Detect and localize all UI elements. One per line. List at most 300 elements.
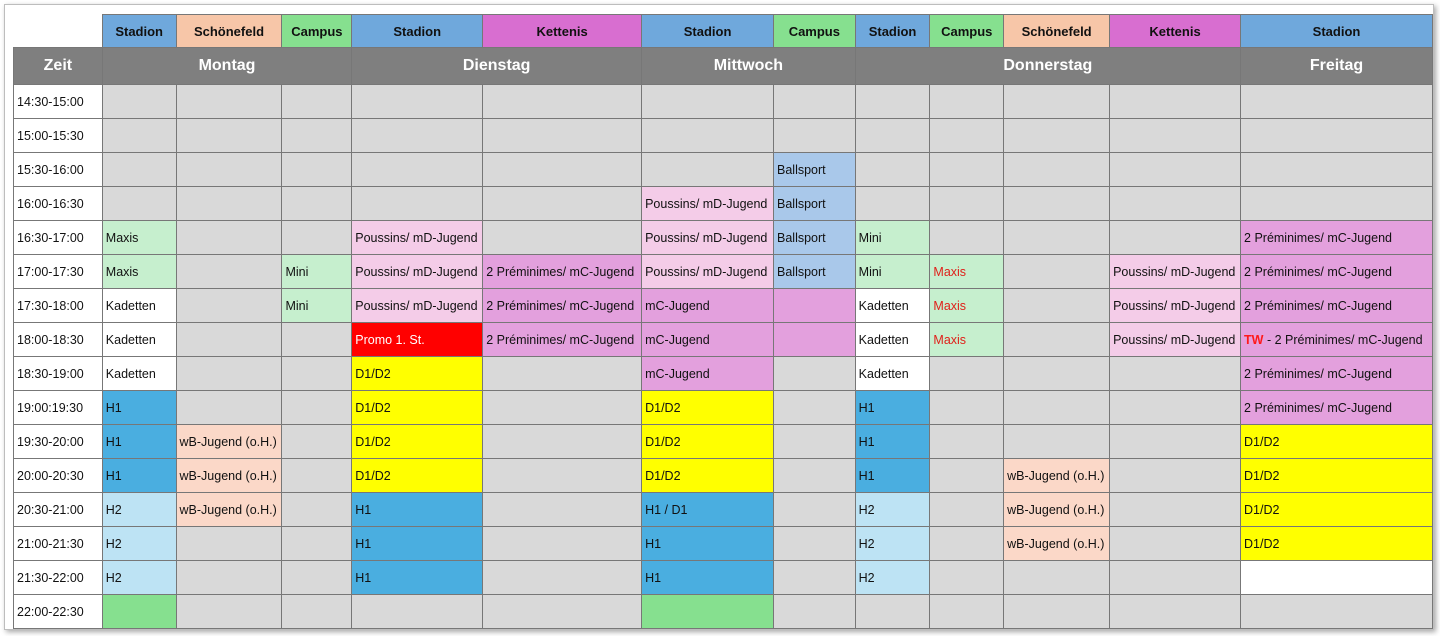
schedule-cell: [1110, 153, 1241, 187]
schedule-cell: [483, 391, 642, 425]
schedule-cell: [483, 255, 642, 289]
cell-text: D1/D2: [355, 366, 391, 381]
cell-text: D1/D2: [645, 434, 681, 449]
schedule-cell: [855, 357, 930, 391]
schedule-cell: [855, 255, 930, 289]
schedule-cell: [102, 119, 176, 153]
cell-text: Ballsport: [777, 196, 826, 211]
schedule-cell: [282, 289, 352, 323]
schedule-cell: [774, 255, 856, 289]
schedule-cell: [176, 527, 282, 561]
time-slot-label: 19:30-20:00: [14, 425, 103, 459]
schedule-cell: [176, 85, 282, 119]
venue-header-cell: Stadion: [855, 15, 930, 48]
cell-text: Poussins/ mD-Jugend: [355, 264, 478, 279]
schedule-cell: [930, 153, 1004, 187]
schedule-cell: [102, 527, 176, 561]
schedule-cell: [176, 357, 282, 391]
schedule-cell: [102, 323, 176, 357]
cell-text: H2: [858, 570, 875, 585]
time-slot-row: [14, 391, 1433, 425]
venue-header-cell: Stadion: [1241, 15, 1433, 48]
schedule-cell: [642, 119, 774, 153]
cell-text: H1: [105, 468, 122, 483]
schedule-cell: [1241, 85, 1433, 119]
venue-header-cell: Schönefeld: [1004, 15, 1110, 48]
cell-text: H1: [645, 570, 662, 585]
schedule-cell: [483, 425, 642, 459]
cell-text: Ballsport: [777, 162, 826, 177]
schedule-cell: [1241, 493, 1433, 527]
schedule-frame: [4, 4, 1434, 630]
schedule-cell: [483, 561, 642, 595]
schedule-cell: [282, 459, 352, 493]
schedule-cell: [1004, 595, 1110, 629]
schedule-cell: [930, 595, 1004, 629]
schedule-cell: [774, 527, 856, 561]
schedule-cell: [930, 391, 1004, 425]
cell-text: D1/D2: [1244, 502, 1280, 517]
cell-text: Poussins/ mD-Jugend: [355, 298, 478, 313]
schedule-cell: [1110, 391, 1241, 425]
schedule-cell: [642, 153, 774, 187]
schedule-cell: [642, 391, 774, 425]
schedule-cell: [483, 85, 642, 119]
cell-text: H2: [105, 536, 122, 551]
schedule-cell: [930, 85, 1004, 119]
schedule-cell: [642, 595, 774, 629]
cell-text: D1/D2: [355, 468, 391, 483]
cell-text: H1: [105, 400, 122, 415]
schedule-cell: [282, 493, 352, 527]
cell-text: Maxis: [933, 332, 967, 347]
cell-text: Promo 1. St.: [355, 332, 425, 347]
schedule-cell: [855, 493, 930, 527]
cell-text: Ballsport: [777, 230, 826, 245]
cell-text: 2 Préminimes/ mC-Jugend: [486, 298, 635, 313]
schedule-cell: [282, 357, 352, 391]
schedule-cell: [1004, 153, 1110, 187]
schedule-cell: [352, 153, 483, 187]
time-slot-label: 17:00-17:30: [14, 255, 103, 289]
schedule-cell: [642, 459, 774, 493]
schedule-cell: [282, 187, 352, 221]
cell-text: H1 / D1: [645, 502, 688, 517]
cell-text: wB-Jugend (o.H.): [1007, 468, 1105, 483]
schedule-cell: [642, 255, 774, 289]
schedule-cell: [1004, 289, 1110, 323]
schedule-cell: [1241, 187, 1433, 221]
cell-text: H2: [858, 502, 875, 517]
schedule-cell: [352, 527, 483, 561]
schedule-cell: [282, 391, 352, 425]
schedule-cell: [1110, 221, 1241, 255]
schedule-cell: [282, 119, 352, 153]
schedule-cell: [642, 85, 774, 119]
time-slot-label: 15:30-16:00: [14, 153, 103, 187]
time-slot-row: [14, 221, 1433, 255]
cell-text: mC-Jugend: [645, 298, 710, 313]
schedule-cell: [1110, 561, 1241, 595]
schedule-cell: [642, 357, 774, 391]
schedule-cell: [282, 595, 352, 629]
schedule-cell: [176, 187, 282, 221]
time-slot-label: 14:30-15:00: [14, 85, 103, 119]
schedule-cell: [176, 493, 282, 527]
cell-text: 2 Préminimes/ mC-Jugend: [1244, 298, 1392, 313]
cell-text: Mini: [285, 298, 309, 313]
venue-header-cell: Stadion: [102, 15, 176, 48]
corner-cell: [14, 15, 103, 48]
schedule-cell: [352, 425, 483, 459]
schedule-cell: [352, 289, 483, 323]
cell-text: Kadetten: [858, 366, 909, 381]
schedule-cell: [176, 289, 282, 323]
schedule-cell: [483, 221, 642, 255]
schedule-cell: [1241, 221, 1433, 255]
time-slot-row: [14, 187, 1433, 221]
schedule-cell: [1241, 391, 1433, 425]
cell-text: H1: [355, 502, 372, 517]
schedule-cell: [1004, 391, 1110, 425]
cell-text: - 2 Préminimes/ mC-Jugend: [1266, 332, 1423, 347]
cell-text: Kadetten: [105, 332, 156, 347]
time-slot-row: [14, 595, 1433, 629]
schedule-cell: [1110, 85, 1241, 119]
cell-text: H1: [858, 400, 875, 415]
schedule-cell: [930, 323, 1004, 357]
schedule-cell: [774, 425, 856, 459]
schedule-cell: [483, 289, 642, 323]
cell-text: Poussins/ mD-Jugend: [645, 230, 768, 245]
cell-text: H2: [105, 570, 122, 585]
schedule-cell: [774, 595, 856, 629]
schedule-cell: [176, 221, 282, 255]
schedule-cell: [1110, 425, 1241, 459]
day-header-cell: Mittwoch: [642, 48, 856, 85]
cell-text: D1/D2: [1244, 434, 1280, 449]
schedule-cell: [102, 153, 176, 187]
cell-text: wB-Jugend (o.H.): [179, 468, 277, 483]
schedule-cell: [352, 391, 483, 425]
schedule-cell: [176, 561, 282, 595]
schedule-cell: [642, 323, 774, 357]
schedule-cell: [774, 187, 856, 221]
schedule-cell: [352, 187, 483, 221]
schedule-cell: [1004, 221, 1110, 255]
schedule-cell: [483, 595, 642, 629]
cell-text: H2: [105, 502, 122, 517]
time-slot-row: [14, 561, 1433, 595]
time-slot-label: 20:00-20:30: [14, 459, 103, 493]
schedule-cell: [352, 221, 483, 255]
day-header-cell: Dienstag: [352, 48, 642, 85]
schedule-cell: [930, 289, 1004, 323]
schedule-cell: [483, 323, 642, 357]
cell-text: 2 Préminimes/ mC-Jugend: [486, 332, 635, 347]
schedule-cell: [1004, 527, 1110, 561]
schedule-cell: [774, 289, 856, 323]
cell-text: D1/D2: [355, 434, 391, 449]
cell-text: wB-Jugend (o.H.): [1007, 502, 1105, 517]
schedule-cell: [483, 153, 642, 187]
schedule-cell: [774, 391, 856, 425]
schedule-cell: [1004, 425, 1110, 459]
schedule-cell: [483, 527, 642, 561]
cell-text: Ballsport: [777, 264, 826, 279]
time-slot-label: 22:00-22:30: [14, 595, 103, 629]
venue-header-cell: Campus: [282, 15, 352, 48]
schedule-cell: [642, 289, 774, 323]
schedule-cell: [352, 595, 483, 629]
schedule-cell: [930, 561, 1004, 595]
schedule-cell: [930, 357, 1004, 391]
cell-text: wB-Jugend (o.H.): [1007, 536, 1105, 551]
schedule-cell: [855, 187, 930, 221]
day-header-cell: Donnerstag: [855, 48, 1240, 85]
schedule-cell: [352, 255, 483, 289]
schedule-cell: [855, 459, 930, 493]
time-slot-label: 17:30-18:00: [14, 289, 103, 323]
cell-text: Kadetten: [105, 366, 156, 381]
cell-text: Kadetten: [858, 298, 909, 313]
schedule-cell: [483, 493, 642, 527]
schedule-cell: [102, 85, 176, 119]
schedule-cell: [774, 221, 856, 255]
time-slot-row: [14, 119, 1433, 153]
day-header-cell: Montag: [102, 48, 351, 85]
schedule-cell: [855, 289, 930, 323]
schedule-cell: [930, 119, 1004, 153]
day-header-row: [14, 48, 1433, 85]
cell-text: 2 Préminimes/ mC-Jugend: [486, 264, 635, 279]
cell-text: Maxis: [105, 264, 139, 279]
venue-header-cell: Schönefeld: [176, 15, 282, 48]
schedule-cell: [855, 153, 930, 187]
time-slot-row: [14, 153, 1433, 187]
schedule-cell: [352, 119, 483, 153]
cell-text: Mini: [858, 230, 882, 245]
cell-text: 2 Préminimes/ mC-Jugend: [1244, 366, 1392, 381]
time-slot-row: [14, 527, 1433, 561]
schedule-cell: [774, 493, 856, 527]
schedule-cell: [1110, 255, 1241, 289]
schedule-cell: [102, 289, 176, 323]
schedule-cell: [102, 561, 176, 595]
schedule-cell: [642, 527, 774, 561]
cell-text: Poussins/ mD-Jugend: [355, 230, 478, 245]
venue-header-cell: Stadion: [352, 15, 483, 48]
schedule-cell: [930, 459, 1004, 493]
schedule-cell: [282, 323, 352, 357]
cell-text: 2 Préminimes/ mC-Jugend: [1244, 264, 1392, 279]
cell-text: Maxis: [105, 230, 139, 245]
schedule-cell: [1110, 459, 1241, 493]
schedule-cell: [352, 323, 483, 357]
time-slot-label: 16:30-17:00: [14, 221, 103, 255]
schedule-cell: [176, 425, 282, 459]
schedule-cell: [1110, 595, 1241, 629]
cell-text: Poussins/ mD-Jugend: [645, 196, 768, 211]
schedule-cell: [855, 119, 930, 153]
venue-header-cell: Campus: [930, 15, 1004, 48]
schedule-cell: [1004, 187, 1110, 221]
schedule-cell: [483, 459, 642, 493]
schedule-cell: [855, 85, 930, 119]
schedule-cell: [1004, 493, 1110, 527]
cell-text: 2 Préminimes/ mC-Jugend: [1244, 230, 1392, 245]
schedule-cell: [855, 221, 930, 255]
schedule-cell: [1004, 323, 1110, 357]
schedule-table: [13, 14, 1433, 629]
schedule-cell: [1241, 425, 1433, 459]
schedule-cell: [930, 425, 1004, 459]
cell-text: H1: [858, 468, 875, 483]
schedule-cell: [102, 493, 176, 527]
schedule-cell: [642, 187, 774, 221]
schedule-cell: [102, 221, 176, 255]
cell-text: Poussins/ mD-Jugend: [1113, 264, 1236, 279]
schedule-cell: [855, 425, 930, 459]
schedule-cell: [774, 85, 856, 119]
schedule-cell: [1241, 357, 1433, 391]
schedule-cell: [176, 391, 282, 425]
schedule-cell: [1004, 85, 1110, 119]
schedule-cell: [483, 357, 642, 391]
schedule-cell: [282, 561, 352, 595]
schedule-cell: [774, 357, 856, 391]
schedule-cell: [1004, 561, 1110, 595]
schedule-cell: [855, 527, 930, 561]
schedule-cell: [102, 459, 176, 493]
cell-text: Maxis: [933, 298, 967, 313]
cell-text: Poussins/ mD-Jugend: [645, 264, 768, 279]
cell-text: D1/D2: [355, 400, 391, 415]
schedule-cell: [1110, 119, 1241, 153]
cell-text: Poussins/ mD-Jugend: [1113, 298, 1236, 313]
cell-text: mC-Jugend: [645, 366, 710, 381]
schedule-cell: [352, 459, 483, 493]
schedule-cell: [176, 459, 282, 493]
schedule-cell: [1241, 459, 1433, 493]
schedule-cell: [774, 459, 856, 493]
schedule-cell: [176, 153, 282, 187]
cell-text: D1/D2: [645, 468, 681, 483]
schedule-cell: [1004, 119, 1110, 153]
cell-text: wB-Jugend (o.H.): [179, 434, 277, 449]
time-slot-row: [14, 493, 1433, 527]
schedule-cell: [1110, 323, 1241, 357]
schedule-cell: [855, 595, 930, 629]
schedule-cell: [930, 221, 1004, 255]
schedule-cell: [282, 425, 352, 459]
venue-header-cell: Kettenis: [1110, 15, 1241, 48]
cell-text: H1: [355, 570, 372, 585]
schedule-cell: [1004, 459, 1110, 493]
schedule-cell: [483, 187, 642, 221]
schedule-cell: [774, 561, 856, 595]
schedule-cell: [352, 561, 483, 595]
time-slot-row: [14, 357, 1433, 391]
venue-header-cell: Kettenis: [483, 15, 642, 48]
cell-text: Mini: [285, 264, 309, 279]
schedule-cell: [102, 357, 176, 391]
schedule-cell: [774, 323, 856, 357]
schedule-cell: [102, 391, 176, 425]
schedule-cell: [1241, 153, 1433, 187]
cell-text: wB-Jugend (o.H.): [179, 502, 277, 517]
schedule-cell: [774, 119, 856, 153]
schedule-cell: [774, 153, 856, 187]
cell-text: Kadetten: [105, 298, 156, 313]
schedule-cell: [1241, 255, 1433, 289]
cell-prefix: TW: [1244, 332, 1264, 347]
time-slot-label: 21:00-21:30: [14, 527, 103, 561]
time-slot-row: [14, 323, 1433, 357]
cell-text: H1: [645, 536, 662, 551]
venue-header-row: [14, 15, 1433, 48]
schedule-cell: [930, 527, 1004, 561]
time-slot-row: [14, 85, 1433, 119]
time-slot-row: [14, 289, 1433, 323]
schedule-cell: [642, 425, 774, 459]
schedule-cell: [930, 187, 1004, 221]
schedule-cell: [1004, 357, 1110, 391]
schedule-cell: [176, 323, 282, 357]
schedule-cell: [642, 493, 774, 527]
schedule-cell: [642, 561, 774, 595]
cell-text: Kadetten: [858, 332, 909, 347]
schedule-cell: [1004, 255, 1110, 289]
schedule-cell: [176, 255, 282, 289]
schedule-cell: [282, 153, 352, 187]
time-slot-label: 19:00:19:30: [14, 391, 103, 425]
schedule-cell: [282, 527, 352, 561]
venue-header-cell: Campus: [774, 15, 856, 48]
schedule-cell: [352, 493, 483, 527]
zeit-header-cell: Zeit: [14, 48, 103, 85]
cell-text: 2 Préminimes/ mC-Jugend: [1244, 400, 1392, 415]
time-slot-row: [14, 255, 1433, 289]
schedule-cell: [1110, 527, 1241, 561]
time-slot-label: 21:30-22:00: [14, 561, 103, 595]
cell-text: D1/D2: [1244, 536, 1280, 551]
schedule-cell: [855, 561, 930, 595]
schedule-cell: [642, 221, 774, 255]
cell-text: Poussins/ mD-Jugend: [1113, 332, 1236, 347]
cell-text: Maxis: [933, 264, 967, 279]
cell-text: H2: [858, 536, 875, 551]
schedule-cell: [855, 323, 930, 357]
schedule-cell: [102, 425, 176, 459]
time-slot-label: 20:30-21:00: [14, 493, 103, 527]
schedule-cell: [483, 119, 642, 153]
time-slot-row: [14, 425, 1433, 459]
schedule-cell: [1241, 527, 1433, 561]
schedule-cell: [1241, 289, 1433, 323]
cell-text: Mini: [858, 264, 882, 279]
cell-text: H1: [858, 434, 875, 449]
cell-text: D1/D2: [1244, 468, 1280, 483]
schedule-cell: [1241, 561, 1433, 595]
schedule-cell: [930, 255, 1004, 289]
time-slot-label: 16:00-16:30: [14, 187, 103, 221]
day-header-cell: Freitag: [1241, 48, 1433, 85]
schedule-cell: [282, 221, 352, 255]
schedule-cell: [855, 391, 930, 425]
schedule-cell: [176, 595, 282, 629]
schedule-cell: [1241, 119, 1433, 153]
